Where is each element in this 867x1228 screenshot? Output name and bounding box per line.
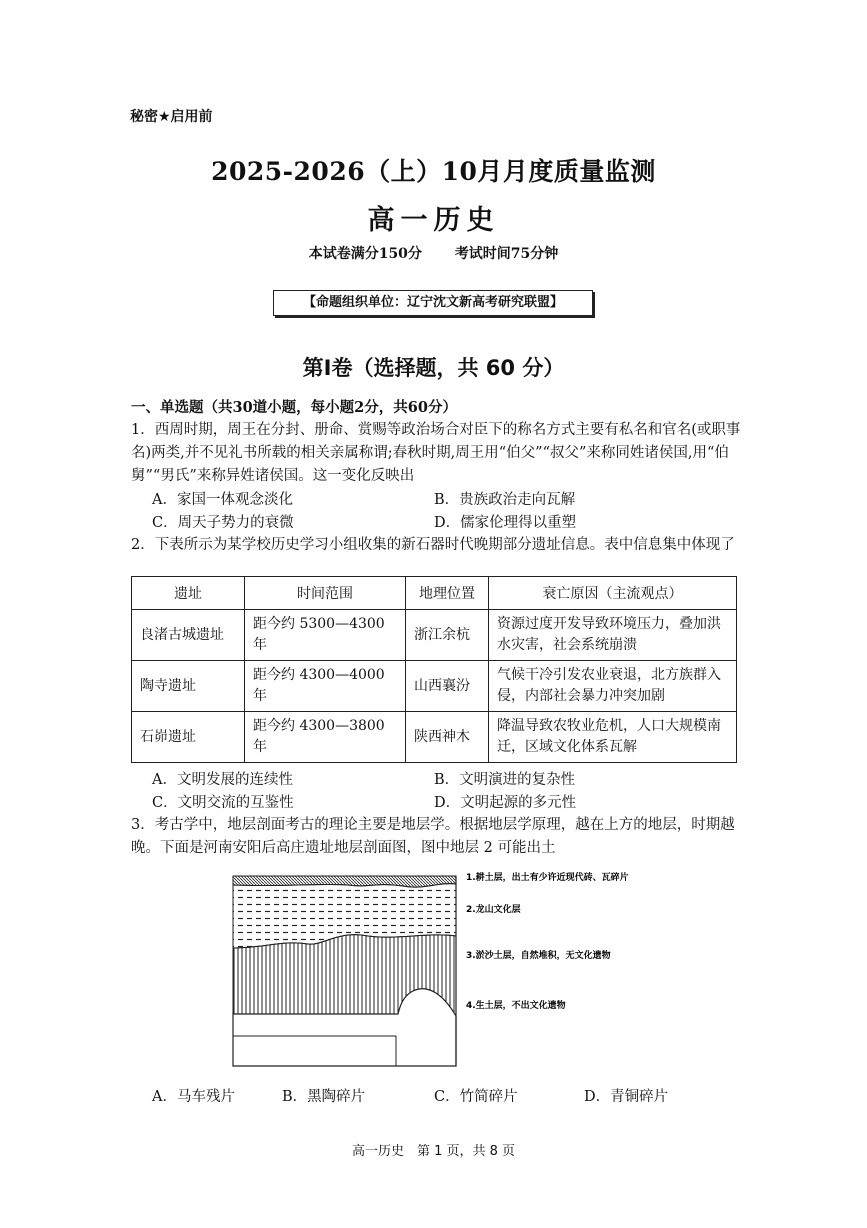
question-3-stem: 3．考古学中，地层剖面考古的理论主要是地层学。根据地层学原理，越在上方的地层，时期越晚。下面是河南安阳后高庄遗址地层剖面图，图中地层 2 可能出土 <box>131 817 735 856</box>
q2-option-a: A．文明发展的连续性 <box>152 772 293 788</box>
page-footer: 高一历史 第 1 页，共 8 页 <box>351 1144 516 1159</box>
table-header: 遗址 <box>132 577 245 610</box>
table-cell: 陶寺遗址 <box>132 661 245 712</box>
table-row <box>132 610 737 661</box>
exam-title: 2025-2026（上）10月月度质量监测 <box>211 157 656 186</box>
q2-option-d: D．文明起源的多元性 <box>434 795 577 811</box>
q1-option-c: C．周天子势力的衰微 <box>152 515 294 531</box>
question-2-stem: 2．下表所示为某学校历史学习小组收集的新石器时代晚期部分遗址信息。表中信息集中体现了 <box>131 537 735 553</box>
table-cell: 山西襄汾 <box>406 661 489 712</box>
layer-3-label: 3.淤沙土层，自然堆积，无文化遗物 <box>466 951 611 961</box>
q1-option-b: B．贵族政治走向瓦解 <box>434 492 576 508</box>
layer-2-label: 2.龙山文化层 <box>466 905 521 915</box>
table-header: 时间范围 <box>245 577 406 610</box>
table-cell: 降温导致农牧业危机，人口大规模南迁，区域文化体系瓦解 <box>489 712 737 763</box>
q1-option-d: D．儒家伦理得以重塑 <box>434 515 577 531</box>
table-header: 地理位置 <box>406 577 489 610</box>
table-cell: 距今约 4300—3800 年 <box>245 712 406 763</box>
layer-4-label: 4.生土层，不出文化遗物 <box>466 1001 566 1011</box>
q2-option-c: C．文明交流的互鉴性 <box>152 795 294 811</box>
organizer-box: 【命题组织单位：辽宁沈文新高考研究联盟】 <box>273 290 593 316</box>
section-title: 第Ⅰ卷（选择题，共 60 分） <box>302 356 565 380</box>
q3-option-b: B．黑陶碎片 <box>282 1089 366 1105</box>
q3-option-a: A．马车残片 <box>152 1089 235 1105</box>
full-score: 本试卷满分150分 <box>308 246 422 262</box>
question-1-stem: 1．西周时期，周王在分封、册命、赏赐等政治场合对臣下的称名方式主要有私名和官名(或职事名)两类,并不见礼书所载的相关亲属称谓;春秋时期,周王用“伯父”“叔父”来称同姓诸侯国,用“伯舅”“男氏”来称异姓诸侯国。这一变化反映出 <box>131 422 741 484</box>
exam-time: 考试时间75分钟 <box>454 246 559 262</box>
table-cell: 气候干冷引发农业衰退，北方族群入侵，内部社会暴力冲突加剧 <box>489 661 737 712</box>
sites-table <box>131 576 737 763</box>
table-header-row <box>132 577 737 610</box>
table-row <box>132 712 737 763</box>
table-cell: 距今约 4300—4000 年 <box>245 661 406 712</box>
part-heading: 一、单选题（共30道小题，每小题2分，共60分） <box>131 399 457 416</box>
secret-mark: 秘密★启用前 <box>130 109 213 125</box>
table-cell: 陕西神木 <box>406 712 489 763</box>
q3-option-c: C．竹简碎片 <box>434 1089 518 1105</box>
stratigraphy-diagram <box>228 866 648 1072</box>
table-cell: 良渚古城遗址 <box>132 610 245 661</box>
q3-option-d: D．青铜碎片 <box>584 1089 669 1105</box>
exam-subject: 高一历史 <box>367 205 500 236</box>
q1-option-a: A．家国一体观念淡化 <box>152 492 293 508</box>
table-cell: 资源过度开发导致环境压力，叠加洪水灾害，社会系统崩溃 <box>489 610 737 661</box>
table-cell: 石峁遗址 <box>132 712 245 763</box>
table-header: 衰亡原因（主流观点） <box>489 577 737 610</box>
table-row <box>132 661 737 712</box>
table-cell: 距今约 5300—4300 年 <box>245 610 406 661</box>
exam-meta <box>0 243 867 263</box>
q2-option-b: B．文明演进的复杂性 <box>434 772 576 788</box>
layer-1-label: 1.耕土层，出土有少许近现代砖、瓦碎片 <box>466 873 629 883</box>
table-cell: 浙江余杭 <box>406 610 489 661</box>
